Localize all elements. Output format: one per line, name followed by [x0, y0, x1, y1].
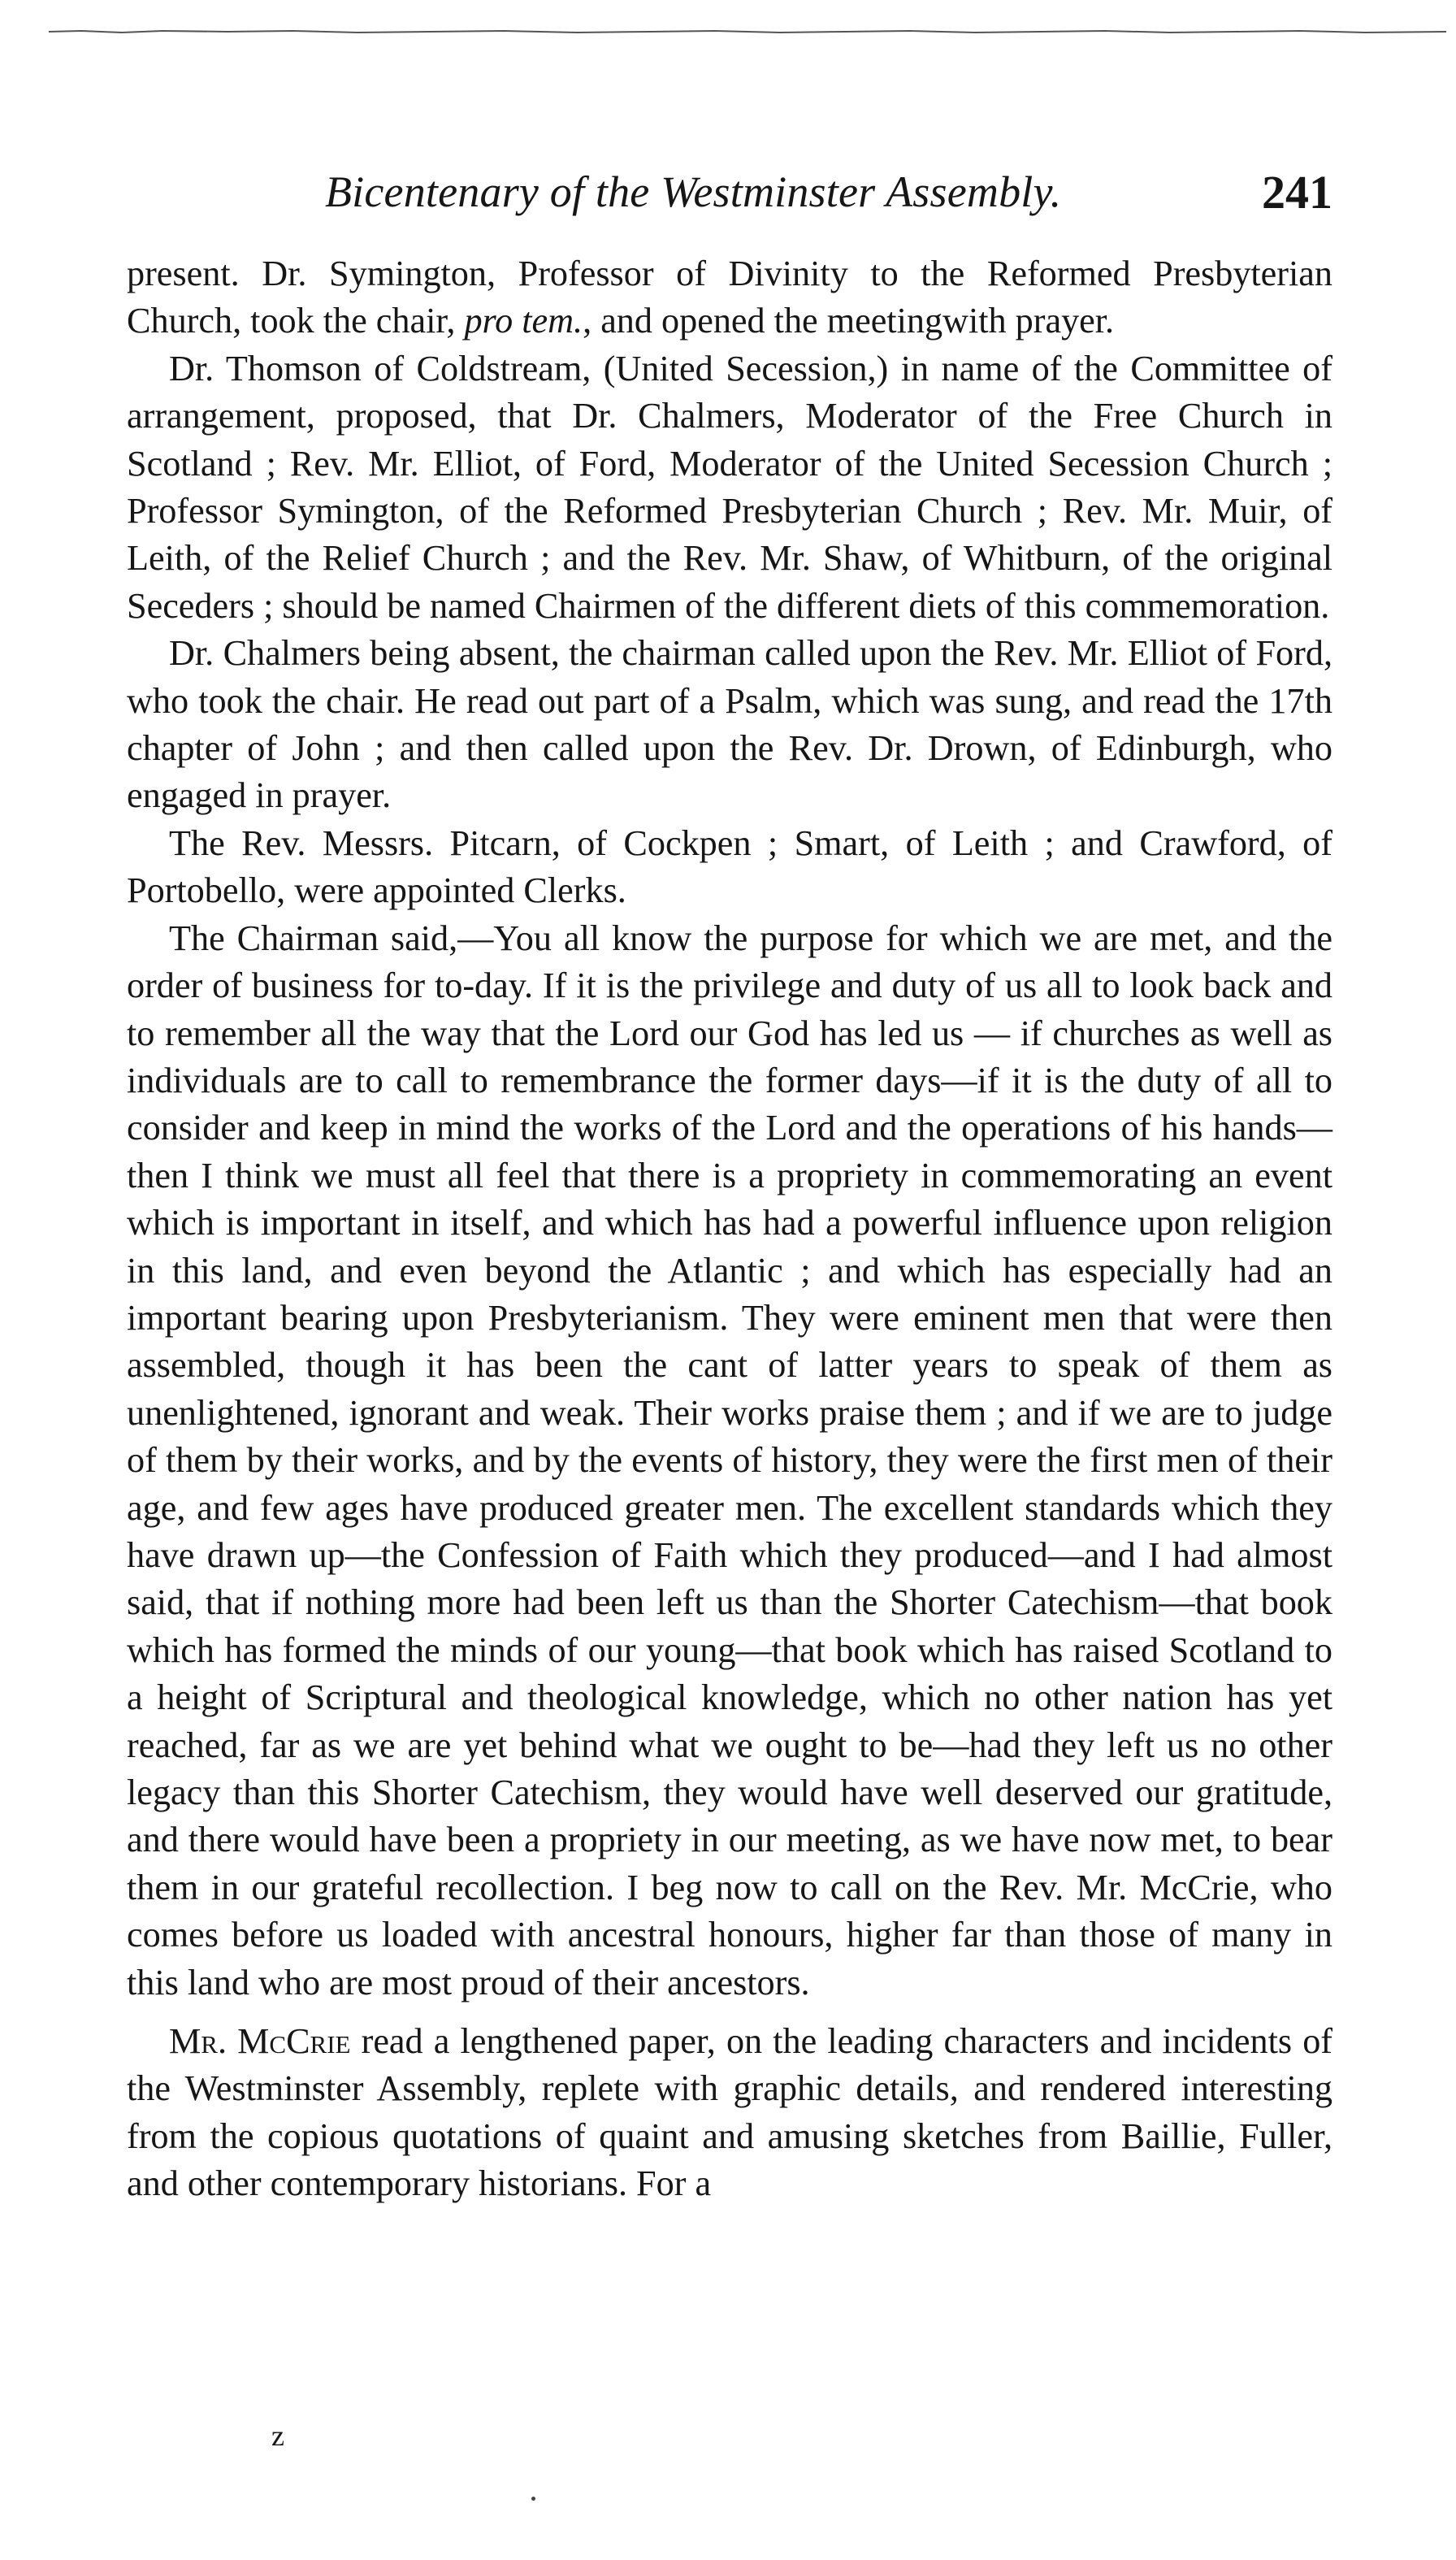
page-header [130, 167, 1332, 223]
paragraph-mccrie-paper [127, 2018, 1332, 2208]
top-page-rule [49, 29, 1446, 34]
body-text [127, 250, 1332, 2208]
running-title: Bicentenary of the Westminster Assembly. [325, 167, 1062, 216]
speaker-name: Mr. McCrie [169, 2021, 351, 2062]
signature-mark: z [271, 2419, 284, 2452]
italic-phrase: pro tem. [464, 301, 583, 341]
text-run: present. Dr. Symington, Professor of Divinity to the Reformed Presbyterian Church, took the chair, [127, 254, 1332, 341]
paragraph-thomson-proposal: Dr. Thomson of Coldstream, (United Secession,) in name of the Committee of arrangement, proposed, that Dr. Chalmers, Moderator of the Free Church in Scotland ; Rev. Mr. Elliot, of Ford, Moderator of the United Secession Church ; Professor Symington, of the Reformed Presbyterian Church ; Rev. Mr. Muir, of Leith, of the Relief Church ; and the Rev. Mr. Shaw, of Whitburn, of the original Seceders ; should be named Chairmen of the different diets of this commemoration. [127, 348, 1332, 626]
text-run: read a lengthened paper, on the leading characters and incidents of the Westminster Assembly, replete with graphic details, and rendered interesting from the copious quotations of quaint and amusing sketches from Baillie, Fuller, and other contemporary historians. For a [127, 2021, 1333, 2204]
paragraph-chairman-address: The Chairman said,—You all know the purpose for which we are met, and the order of business for to-day. If it is the privilege and duty of us all to look back and to remember all the way that the Lord our God has led us — if churches as well as individuals are to call to remembrance the former days—if it is the duty of all to consider and keep in mind the works of the Lord and the operations of his hands—then I think we must all feel that there is a propriety in commemorating an event which is important in itself, and which has had a powerful influence upon religion in this land, and even beyond the Atlantic ; and which has especially had an important bearing upon Presbyterianism. They were eminent men that were then assembled, though it has been the cant of latter years to speak of them as unenlightened, ignorant and weak. Their works praise them ; and if we are to judge of them by their works, and by the events of history, they were the first men of their age, and few ages have produced greater men. The excellent standards which they have drawn up—the Confession of Faith which they produced—and I had almost said, that if nothing more had been left us than the Shorter Catechism—that book which has formed the minds of our young—that book which has raised Scotland to a height of Scriptural and theological knowledge, which no other nation has yet reached, far as we are yet behind what we ought to be—had they left us no other legacy than this Shorter Catechism, they would have well deserved our gratitude, and there would have been a propriety in our meeting, as we have now met, to bear them in our grateful recollection. I beg now to call on the Rev. Mr. McCrie, who comes before us loaded with ancestral honours, higher far than those of many in this land who are most proud of their ancestors. [127, 918, 1332, 2002]
page-number: 241 [1262, 166, 1332, 219]
paragraph-clerks: The Rev. Messrs. Pitcarn, of Cockpen ; Smart, of Leith ; and Crawford, of Portobello, were appointed Clerks. [127, 822, 1332, 911]
page-speck [531, 2497, 535, 2501]
paragraph-continuation [127, 250, 1332, 345]
text-run: , and opened the meetingwith prayer. [583, 301, 1115, 341]
paragraph-elliot-chair: Dr. Chalmers being absent, the chairman called upon the Rev. Mr. Elliot of Ford, who took the chair. He read out part of a Psalm, which was sung, and read the 17th chapter of John ; and then called upon the Rev. Dr. Drown, of Edinburgh, who engaged in prayer. [127, 633, 1332, 816]
